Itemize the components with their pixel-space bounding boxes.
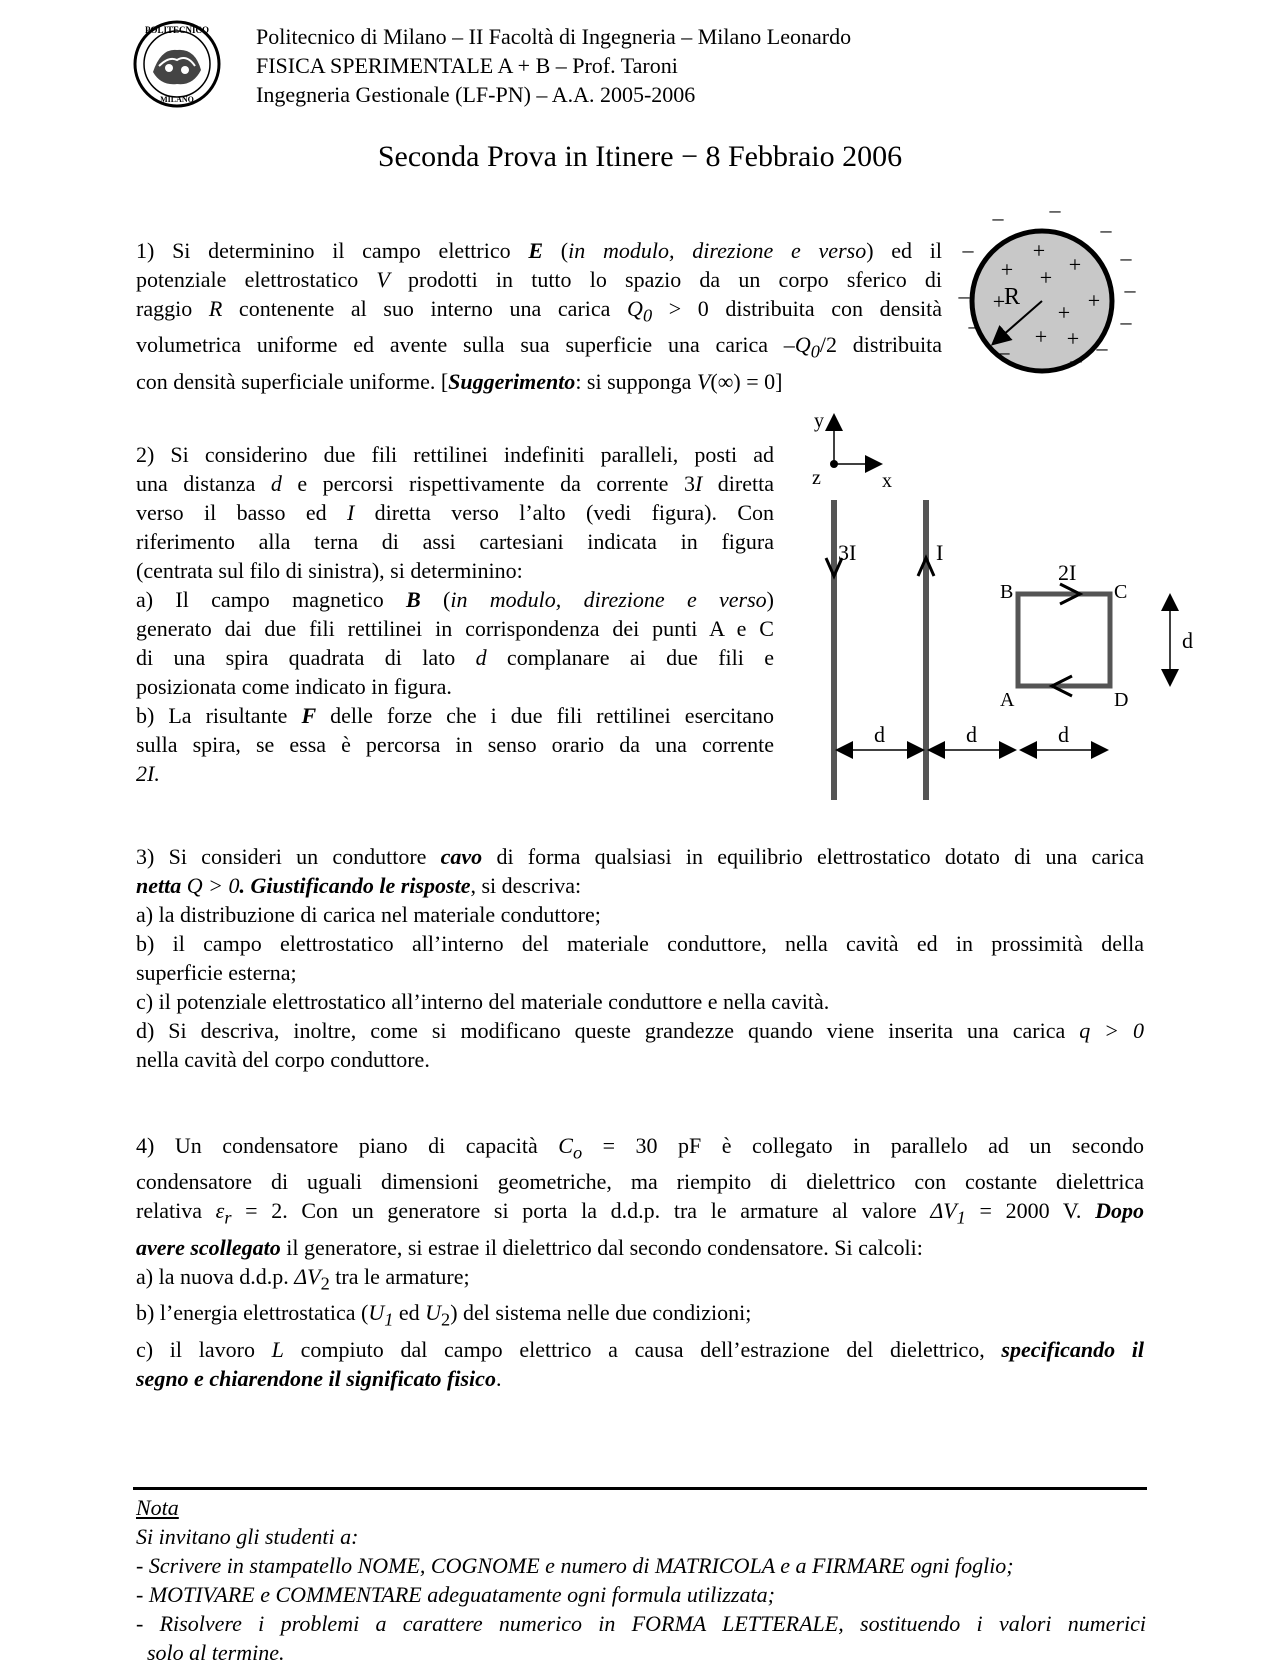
svg-text:–: – (998, 339, 1010, 364)
svg-text:–: – (1124, 277, 1136, 302)
svg-text:–: – (1120, 309, 1132, 334)
question-1: 1) Si determinino il campo elettrico E (in modulo, direzione e verso) ed il potenziale elettrostatico V prodotti in tutto lo spazio da un corpo sferico di raggio R contenente al suo interno una carica $Q_0 > 0$ distribuita con densità volumetrica uniforme ed avente sulla sua superficie una carica $-Q_0/2$ distribuita con densità superficiale uniforme. [Suggerimento: si supponga V(∞) = 0] (136, 238, 943, 394)
note-title: Nota (136, 1495, 179, 1520)
question-3: 3) Si consideri un conduttore cavo di forma qualsiasi in equilibrio elettrostatico dotato di una carica netta Q > 0. Giustificando le risposte, si descriva: a) la distribuzione di carica nel materiale conduttore; b) il campo elettrostatico all’interno del materiale conduttore, nella cavità ed in prossimità della superficie esterna; c) il potenziale elettrostatico all’interno del materiale conduttore e nella cavità. d) Si descriva, inoltre, come si modificano queste grandezze quando viene inserita una carica q > 0 nella cavità del corpo conduttore. (136, 844, 1144, 1072)
svg-text:+: + (1087, 288, 1101, 313)
svg-text:+: + (1039, 265, 1053, 290)
axis-z-label: z (812, 467, 821, 489)
svg-text:–: – (1100, 217, 1112, 242)
corner-a-label: A (1000, 689, 1015, 711)
svg-text:–: – (1049, 205, 1061, 222)
header-line-3: Ingegneria Gestionale (LF-PN) – A.A. 2005-2006 (256, 82, 696, 107)
svg-text:+: + (1066, 326, 1080, 351)
svg-text:+: + (992, 289, 1006, 314)
header-line-1: Politecnico di Milano – II Facoltà di Ingegneria – Milano Leonardo (256, 24, 852, 49)
dimension-label-3: d (1058, 722, 1069, 747)
svg-text:+: + (1068, 252, 1082, 277)
footer-divider (133, 1487, 1147, 1490)
radius-label: R (1004, 284, 1021, 310)
question-2: 2) Si considerino due fili rettilinei indefiniti paralleli, posti ad una distanza d e percorsi rispettivamente da corrente 3I diretta verso il basso ed I diretta verso l’alto (vedi figura). Con riferimento alla terna di assi cartesiani indicata in figura (centrata sul filo di sinistra), si determinino: a) Il campo magnetico B (in modulo, direzione e verso) generato dai due fili rettilinei in corrispondenza dei punti A e C di una spira quadrata di lato d complanare ai due fili e posizionata come indicato in figura. b) La risultante F delle forze che i due fili rettilinei esercitano sulla spira, se essa è percorsa in senso orario da una corrente 2I. (136, 442, 774, 786)
header-line-2: FISICA SPERIMENTALE A + B – Prof. Taroni (256, 53, 678, 78)
square-loop (1018, 594, 1110, 686)
svg-text:–: – (1070, 347, 1082, 372)
footer-note (136, 1493, 1146, 1667)
svg-text:+: + (1034, 324, 1048, 349)
wire-right-current-label: I (936, 540, 944, 565)
svg-text:+: + (1057, 300, 1071, 325)
wire-left-current-label: 3I (838, 540, 857, 565)
svg-text:–: – (1120, 245, 1132, 270)
svg-text:–: – (962, 237, 974, 262)
note-item-1: - Scrivere in stampatello NOME, COGNOME e numero di MATRICOLA e a FIRMARE ogni foglio; (136, 1553, 1014, 1578)
svg-text:–: – (1036, 357, 1048, 382)
seal-top-text: POLITECNICO (144, 25, 210, 35)
corner-d-label: D (1114, 689, 1129, 711)
question-4: 4) Un condensatore piano di capacità $C_o = 30$ pF è collegato in parallelo ad un secondo condensatore di uguali dimensioni geometriche, ma riempito di dielettrico con costante dielettrica relativa $\varepsilon_r = 2$. Con un generatore si porta la d.d.p. tra le armature al valore $\Delta V_1 = 2000$ V. Dopo avere scollegato il generatore, si estrae il dielettrico dal secondo condensatore. Si calcoli: a) la nuova d.d.p. $\Delta V_2$ tra le armature; b) l’energia elettrostatica ($U_1$ ed $U_2$) del sistema nelle due condizioni; c) il lavoro L compiuto dal campo elettrico a causa dell’estrazione del dielettrico, specificando il segno e chiarendone il significato fisico. (136, 1133, 1145, 1391)
page-title: Seconda Prova in Itinere − 8 Febbraio 2006 (377, 140, 903, 173)
document-header (256, 22, 851, 109)
axis-y-label: y (814, 410, 824, 432)
corner-c-label: C (1114, 581, 1128, 603)
svg-text:–: – (968, 313, 980, 338)
note-intro: Si invitano gli studenti a: (136, 1524, 359, 1549)
university-seal-icon (133, 20, 221, 108)
svg-text:+: + (1032, 238, 1046, 263)
svg-text:+: + (1000, 257, 1014, 282)
loop-current-label: 2I (1058, 560, 1077, 585)
svg-text:–: – (958, 283, 970, 308)
charged-sphere-figure (950, 205, 1150, 395)
axes-triad (812, 410, 892, 492)
svg-text:–: – (1096, 335, 1108, 360)
corner-b-label: B (1000, 581, 1014, 603)
dimension-label-1: d (874, 722, 885, 747)
wires-loop-figure (800, 400, 1220, 810)
svg-text:–: – (992, 205, 1004, 230)
note-item-4: solo al termine. (136, 1640, 285, 1665)
note-item-3: - Risolvere i problemi a carattere numerico in FORMA LETTERALE, sostituendo i valori numerici (136, 1611, 1146, 1636)
seal-bottom-text: MILANO (160, 95, 194, 104)
axis-x-label: x (882, 470, 892, 492)
side-dimension-label: d (1182, 628, 1193, 653)
dimension-label-2: d (966, 722, 977, 747)
note-item-2: - MOTIVARE e COMMENTARE adeguatamente ogni formula utilizzata; (136, 1582, 775, 1607)
